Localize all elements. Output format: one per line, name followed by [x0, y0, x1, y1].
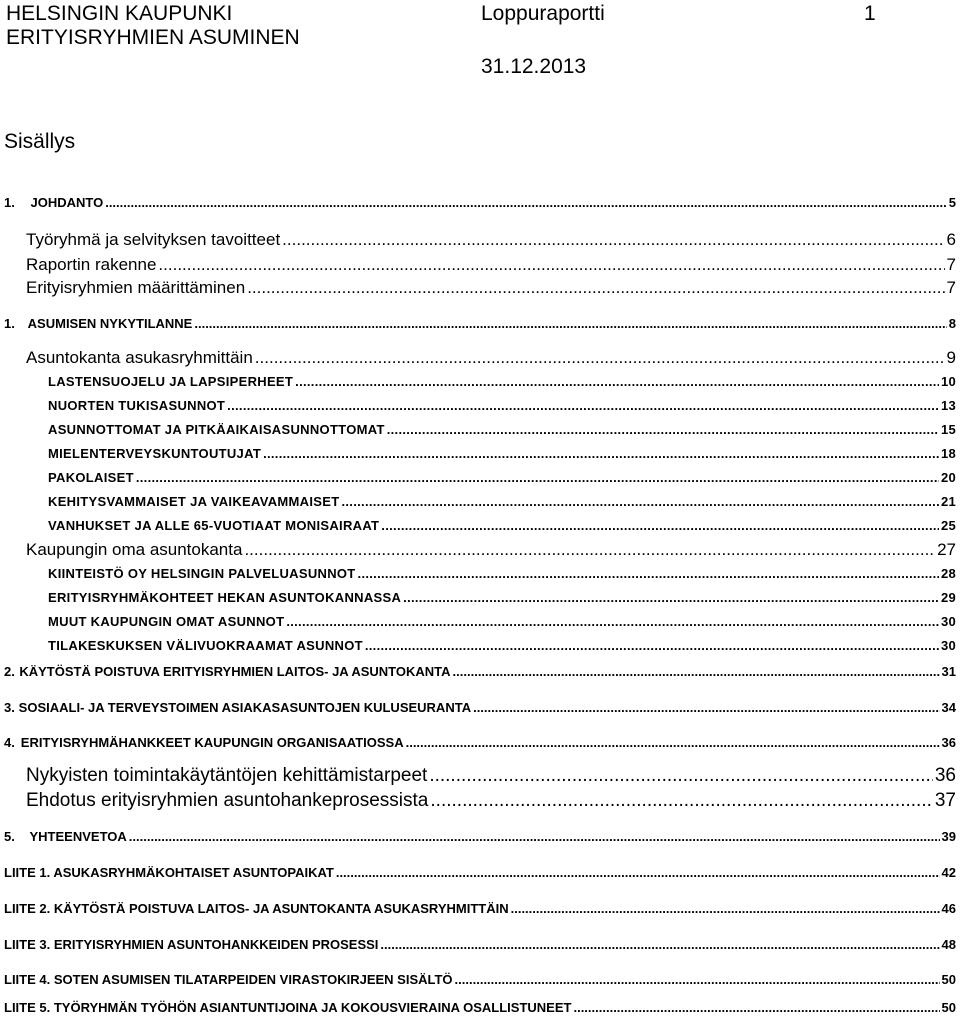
- toc-entry-title: TILAKESKUKSEN VÄLIVUOKRAAMAT ASUNNOT: [48, 638, 363, 653]
- toc-dot-leader: [105, 195, 947, 211]
- toc-entry-title: Erityisryhmien määrittäminen: [26, 278, 246, 297]
- toc-entry-page: 31: [941, 664, 956, 679]
- toc-entry[interactable]: [0, 540, 956, 560]
- toc-entry[interactable]: [0, 348, 956, 368]
- toc-entry[interactable]: [0, 446, 956, 462]
- toc-dot-leader: [380, 937, 939, 953]
- toc-entry-title: KEHITYSVAMMAISET JA VAIKEAVAMMAISET: [48, 494, 340, 509]
- toc-entry[interactable]: [0, 278, 956, 298]
- toc-dot-leader: [247, 278, 944, 298]
- toc-entry-page: 7: [946, 278, 956, 297]
- toc-entry-title: LIITE 2. KÄYTÖSTÄ POISTUVA LAITOS- JA ASUNTOKANTA ASUKASRYHMITTÄIN: [4, 901, 509, 916]
- toc-entry-page: 34: [941, 700, 956, 715]
- toc-entry[interactable]: [0, 638, 956, 654]
- toc-entry-title: Työryhmä ja selvityksen tavoitteet: [26, 230, 281, 249]
- toc-entry-page: 10: [940, 374, 956, 389]
- toc-entry-title: Raportin rakenne: [26, 255, 157, 274]
- toc-entry[interactable]: [0, 865, 956, 881]
- toc-entry-title: LIITE 4. SOTEN ASUMISEN TILATARPEIDEN VIRASTOKIRJEEN SISÄLTÖ: [4, 972, 453, 987]
- toc-entry-title: LIITE 5. TYÖRYHMÄN TYÖHÖN ASIANTUNTIJOINA JA KOKOUSVIERAINA OSALLISTUNEET: [4, 1000, 572, 1015]
- toc-dot-leader: [365, 638, 939, 654]
- toc-entry-number: 1.: [4, 195, 15, 210]
- toc-entry[interactable]: [0, 735, 956, 751]
- toc-entry-title: Kaupungin oma asuntokanta: [26, 540, 243, 559]
- document-date: 31.12.2013: [481, 55, 587, 78]
- toc-dot-leader: [473, 700, 939, 716]
- toc-entry-title: PAKOLAISET: [48, 470, 134, 485]
- toc-entry-title: ASUNNOTTOMAT JA PITKÄAIKAISASUNNOTTOMAT: [48, 422, 385, 437]
- toc-dot-leader: [282, 230, 944, 250]
- toc-dot-leader: [194, 316, 946, 332]
- toc-entry-page: 13: [940, 398, 956, 413]
- toc-dot-leader: [227, 398, 939, 414]
- department-name: ERITYISRYHMIEN ASUMINEN: [6, 26, 300, 49]
- toc-dot-leader: [263, 446, 939, 462]
- toc-dot-leader: [129, 829, 940, 845]
- toc-entry[interactable]: [0, 195, 956, 211]
- toc-dot-leader: [255, 348, 945, 368]
- toc-entry[interactable]: [0, 972, 956, 988]
- toc-entry-title: ASUMISEN NYKYTILANNE: [27, 316, 193, 331]
- toc-entry-number: 4.: [4, 735, 15, 750]
- toc-dot-leader: [453, 664, 940, 680]
- toc-entry[interactable]: [0, 422, 956, 438]
- toc-dot-leader: [381, 518, 939, 534]
- toc-dot-leader: [158, 255, 944, 275]
- toc-entry-title: ERITYISRYHMÄKOHTEET HEKAN ASUNTOKANNASSA: [48, 590, 402, 605]
- toc-entry-page: 5: [948, 195, 956, 210]
- toc-entry-title: ERITYISRYHMÄHANKKEET KAUPUNGIN ORGANISAATIOSSA: [20, 735, 404, 750]
- toc-entry[interactable]: [0, 937, 956, 953]
- toc-entry-title: KIINTEISTÖ OY HELSINGIN PALVELUASUNNOT: [48, 566, 356, 581]
- toc-entry-title: KÄYTÖSTÄ POISTUVA ERITYISRYHMIEN LAITOS- JA ASUNTOKANTA: [19, 664, 451, 679]
- toc-entry-title: MIELENTERVEYSKUNTOUTUJAT: [48, 446, 262, 461]
- toc-entry-title: LIITE 3. ERITYISRYHMIEN ASUNTOHANKKEIDEN PROSESSI: [4, 937, 379, 952]
- toc-entry-page: 18: [940, 446, 956, 461]
- toc-entry-page: 29: [940, 590, 956, 605]
- toc-entry-page: 39: [941, 829, 956, 844]
- toc-entry-page: 36: [941, 735, 956, 750]
- toc-entry-page: 42: [941, 865, 956, 880]
- toc-entry-page: 50: [941, 1000, 956, 1015]
- toc-entry-number: 2.: [4, 664, 15, 679]
- toc-entry-title: LASTENSUOJELU JA LAPSIPERHEET: [48, 374, 294, 389]
- toc-dot-leader: [286, 614, 939, 630]
- toc-entry-page: 36: [934, 765, 956, 786]
- toc-entry-title: LIITE 1. ASUKASRYHMÄKOHTAISET ASUNTOPAIKAT: [4, 865, 334, 880]
- toc-entry[interactable]: [0, 614, 956, 630]
- toc-dot-leader: [455, 972, 940, 988]
- toc-entry-page: 6: [946, 230, 956, 249]
- toc-entry-page: 28: [940, 566, 956, 581]
- toc-entry[interactable]: [0, 790, 956, 812]
- toc-dot-leader: [406, 735, 940, 751]
- toc-entry[interactable]: [0, 230, 956, 250]
- toc-entry-number: 3.: [4, 700, 15, 715]
- toc-dot-leader: [358, 566, 939, 582]
- toc-entry[interactable]: [0, 470, 956, 486]
- toc-entry-title: VANHUKSET JA ALLE 65-VUOTIAAT MONISAIRAAT: [48, 518, 380, 533]
- page-header: [0, 0, 960, 90]
- toc-dot-leader: [336, 865, 940, 881]
- toc-entry-page: 37: [934, 790, 956, 811]
- toc-entry[interactable]: [0, 316, 956, 332]
- toc-entry[interactable]: [0, 700, 956, 716]
- toc-entry-title: MUUT KAUPUNGIN OMAT ASUNNOT: [48, 614, 285, 629]
- toc-dot-leader: [429, 765, 933, 787]
- toc-entry-page: 9: [946, 348, 956, 367]
- toc-dot-leader: [403, 590, 939, 606]
- toc-dot-leader: [244, 540, 935, 560]
- toc-entry-title: NUORTEN TUKISASUNNOT: [48, 398, 226, 413]
- toc-dot-leader: [341, 494, 938, 510]
- toc-entry-page: 21: [940, 494, 956, 509]
- toc-entry[interactable]: [0, 566, 956, 582]
- toc-entry-page: 46: [941, 901, 956, 916]
- toc-entry[interactable]: [0, 901, 956, 917]
- toc-entry-page: 15: [940, 422, 956, 437]
- toc-entry[interactable]: [0, 255, 956, 275]
- toc-entry[interactable]: [0, 518, 956, 534]
- toc-entry[interactable]: [0, 398, 956, 414]
- toc-entry[interactable]: [0, 664, 956, 680]
- document-title: Loppuraportti: [481, 2, 605, 25]
- toc-entry-page: 30: [940, 614, 956, 629]
- toc-entry-page: 20: [940, 470, 956, 485]
- toc-entry-page: 25: [940, 518, 956, 533]
- toc-entry-page: 27: [937, 540, 956, 559]
- toc-dot-leader: [430, 790, 932, 812]
- toc-dot-leader: [511, 901, 940, 917]
- toc-heading: Sisällys: [4, 130, 76, 153]
- toc-entry-page: 30: [940, 638, 956, 653]
- toc-entry[interactable]: [0, 494, 956, 510]
- page-number: 1: [864, 2, 876, 25]
- toc-entry-title: Nykyisten toimintakäytäntöjen kehittämistarpeet: [26, 765, 428, 786]
- toc-entry-number: 1.: [4, 316, 15, 331]
- toc-entry[interactable]: [0, 374, 956, 390]
- toc-entry-page: 48: [941, 937, 956, 952]
- toc-dot-leader: [295, 374, 939, 390]
- toc-entry-page: 50: [941, 972, 956, 987]
- toc-dot-leader: [387, 422, 939, 438]
- toc-entry-title: Asuntokanta asukasryhmittäin: [26, 348, 253, 367]
- toc-entry[interactable]: [0, 829, 956, 845]
- toc-entry-title: YHTEENVETOA: [29, 829, 127, 844]
- toc-entry-page: 8: [948, 316, 956, 331]
- toc-entry-title: Ehdotus erityisryhmien asuntohankeprosessista: [26, 790, 429, 811]
- toc-entry-page: 7: [946, 255, 956, 274]
- organization-name: HELSINGIN KAUPUNKI: [6, 2, 233, 25]
- toc-entry[interactable]: [0, 765, 956, 787]
- toc-entry-title: JOHDANTO: [30, 195, 104, 210]
- toc-entry[interactable]: [0, 590, 956, 606]
- toc-entry-number: 5.: [4, 829, 15, 844]
- toc-dot-leader: [136, 470, 939, 486]
- toc-entry-title: SOSIAALI- JA TERVEYSTOIMEN ASIAKASASUNTOJEN KULUSEURANTA: [18, 700, 472, 715]
